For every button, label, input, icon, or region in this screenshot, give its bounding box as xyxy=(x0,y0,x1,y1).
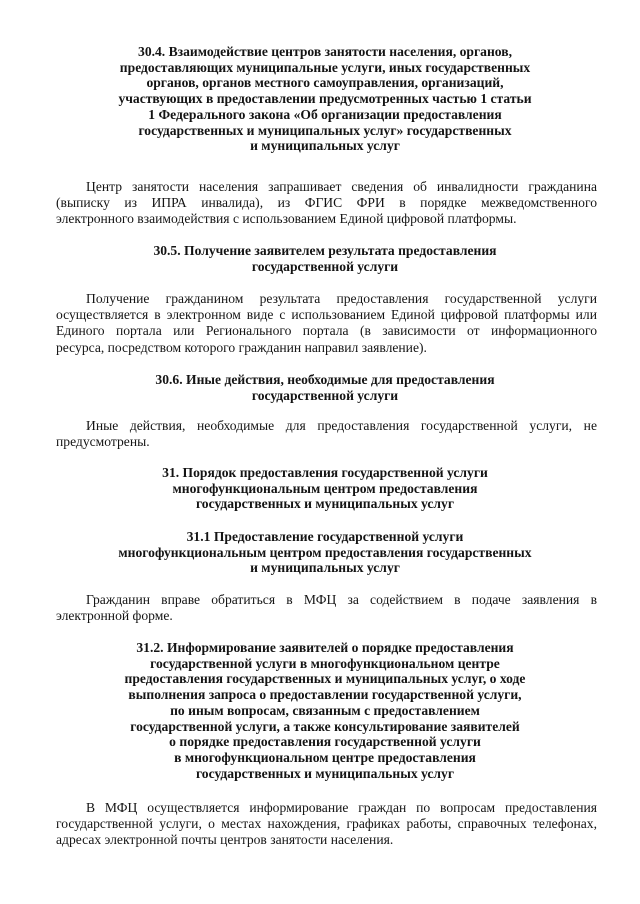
heading-line: государственной услуги xyxy=(251,258,399,274)
section-30-5-heading xyxy=(60,243,590,274)
heading-line: государственной услуги в многофункциональном центре xyxy=(150,655,500,671)
paragraph-line: Иные действия, необходимые для предоставления государственной услуги, не xyxy=(86,418,597,433)
paragraph-line: ресурса, посредством которого гражданин направил заявление). xyxy=(56,339,427,355)
heading-line: и муниципальных услуг xyxy=(250,560,400,576)
section-31-heading xyxy=(60,465,590,512)
paragraph-line: Единого портала или Регионального портала (в зависимости от информационного xyxy=(56,323,597,339)
paragraph-line: предусмотрены. xyxy=(56,434,150,450)
paragraph-line: Центр занятости населения запрашивает сведения об инвалидности гражданина xyxy=(86,179,597,194)
heading-line: 31.1 Предоставление государственной услуги xyxy=(186,529,464,544)
heading-line: 30.5. Получение заявителем результата предоставления xyxy=(153,243,497,258)
heading-line: многофункциональным центром предоставления государственных xyxy=(118,544,532,560)
heading-line: предоставления государственных и муниципальных услуг, о ходе xyxy=(124,671,526,687)
heading-line: многофункциональным центром предоставления xyxy=(172,480,478,496)
heading-line: 30.6. Иные действия, необходимые для предоставления xyxy=(155,372,495,387)
section-30-4-heading xyxy=(60,44,590,154)
section-31-2-heading xyxy=(60,640,590,781)
heading-line: 31.2. Информирование заявителей о порядке предоставления xyxy=(136,640,514,655)
section-30-4-paragraph xyxy=(56,179,597,228)
heading-line: государственных и муниципальных услуг xyxy=(195,765,455,781)
heading-line: выполнения запроса о предоставлении государственной услуги, xyxy=(128,687,522,703)
section-30-5-paragraph xyxy=(56,291,597,356)
heading-line: государственных и муниципальных услуг» государственных xyxy=(138,122,512,138)
paragraph-line: государственной услуги, о местах нахождения, графиках работы, справочных телефонах, xyxy=(56,816,597,832)
heading-line: и муниципальных услуг xyxy=(250,138,400,154)
heading-line: в многофункциональном центре предоставления xyxy=(174,749,476,765)
section-31-2-paragraph xyxy=(56,800,597,849)
paragraph-line: Гражданин вправе обратиться в МФЦ за содействием в подаче заявления в xyxy=(86,592,597,607)
heading-line: государственной услуги xyxy=(251,387,399,403)
paragraph-line: электронной форме. xyxy=(56,608,173,624)
heading-line: 31. Порядок предоставления государственной услуги xyxy=(162,465,488,480)
paragraph-line: Получение гражданином результата предоставления государственной услуги xyxy=(86,291,597,306)
heading-line: 30.4. Взаимодействие центров занятости населения, органов, xyxy=(138,44,512,59)
heading-line: предоставляющих муниципальные услуги, иных государственных xyxy=(119,59,531,75)
paragraph-line: электронного взаимодействия с использованием Единой цифровой платформы. xyxy=(56,211,517,227)
section-30-6-paragraph xyxy=(56,418,597,450)
section-31-1-paragraph xyxy=(56,592,597,624)
heading-line: участвующих в предоставлении предусмотренных частью 1 статьи xyxy=(118,91,532,107)
heading-line: органов, органов местного самоуправления, организаций, xyxy=(146,75,504,91)
heading-line: государственной услуги, а также консультирование заявителей xyxy=(130,718,520,734)
paragraph-line: (выписку из ИПРА инвалида), из ФГИС ФРИ в порядке межведомственного xyxy=(56,195,597,211)
heading-line: о порядке предоставления государственной услуги xyxy=(169,734,481,750)
heading-line: 1 Федерального закона «Об организации предоставления xyxy=(148,106,502,122)
section-31-1-heading xyxy=(60,529,590,576)
heading-line: по иным вопросам, связанным с предоставлением xyxy=(170,702,480,718)
paragraph-line: осуществляется в электронном виде с использованием Единой цифровой платформы или xyxy=(56,307,597,323)
paragraph-line: В МФЦ осуществляется информирование граждан по вопросам предоставления xyxy=(86,800,597,815)
section-30-6-heading xyxy=(60,372,590,403)
paragraph-line: адресах электронной почты центров занятости населения. xyxy=(56,832,394,848)
heading-line: государственных и муниципальных услуг xyxy=(195,496,455,512)
